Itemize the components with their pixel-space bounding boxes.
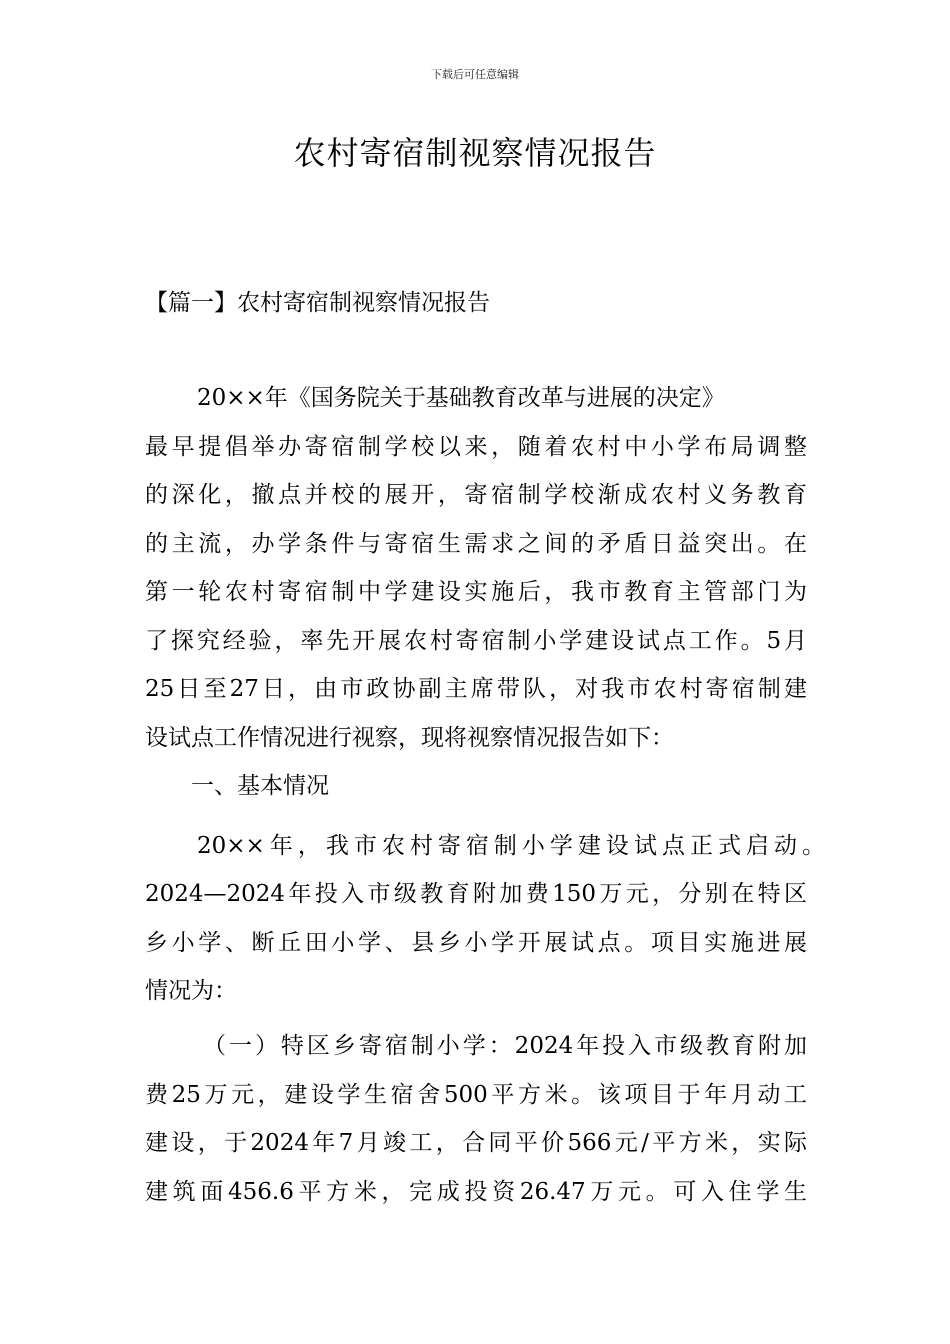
section-heading: 【篇一】农村寄宿制视察情况报告 (145, 290, 490, 316)
subheading-basic-situation (145, 762, 807, 811)
text-line: 20××年《国务院关于基础教育改革与进展的决定》 (197, 385, 725, 411)
text-line: 了探究经验，率先开展农村寄宿制小学建设试点工作。5月 (145, 627, 807, 654)
text-line: 的深化，撤点并校的展开，寄宿制学校渐成农村义务教育 (145, 482, 807, 508)
text-line: 最早提倡举办寄宿制学校以来，随着农村中小学布局调整 (145, 433, 807, 460)
text-line: 乡小学、断丘田小学、县乡小学开展试点。项目实施进展 (145, 929, 807, 956)
text-line: 情况为： (145, 978, 237, 1004)
text-line: （一）特区乡寄宿制小学：2024年投入市级教育附加 (203, 1033, 807, 1059)
paragraph-basic (145, 822, 825, 871)
text-line: 设试点工作情况进行视察，现将视察情况报告如下： (145, 724, 674, 751)
paragraph-tequ-school (145, 1022, 807, 1216)
subheading-text: 一、基本情况 (191, 773, 329, 799)
text-line: 建设，于2024年7月竣工，合同平价566元/平方米，实际 (145, 1130, 807, 1156)
text-line: 费25万元，建设学生宿舍500平方米。该项目于年月动工 (145, 1081, 807, 1108)
text-line: 20××年，我市农村寄宿制小学建设试点正式启动。 (197, 833, 825, 859)
document-title: 农村寄宿制视察情况报告 (293, 134, 657, 172)
text-line: 第一轮农村寄宿制中学建设实施后，我市教育主管部门为 (145, 579, 807, 605)
text-line: 2024—2024年投入市级教育附加费150万元，分别在特区 (145, 881, 807, 907)
header-note: 下载后可任意编辑 (431, 68, 519, 81)
text-line: 建筑面456.6平方米，完成投资26.47万元。可入住学生 (145, 1178, 807, 1205)
paragraph-basic-cont (145, 870, 807, 1016)
text-line: 的主流，办学条件与寄宿生需求之间的矛盾日益突出。在 (145, 530, 807, 557)
paragraph-intro (145, 374, 807, 762)
text-line: 25日至27日，由市政协副主席带队，对我市农村寄宿制建 (145, 676, 807, 702)
